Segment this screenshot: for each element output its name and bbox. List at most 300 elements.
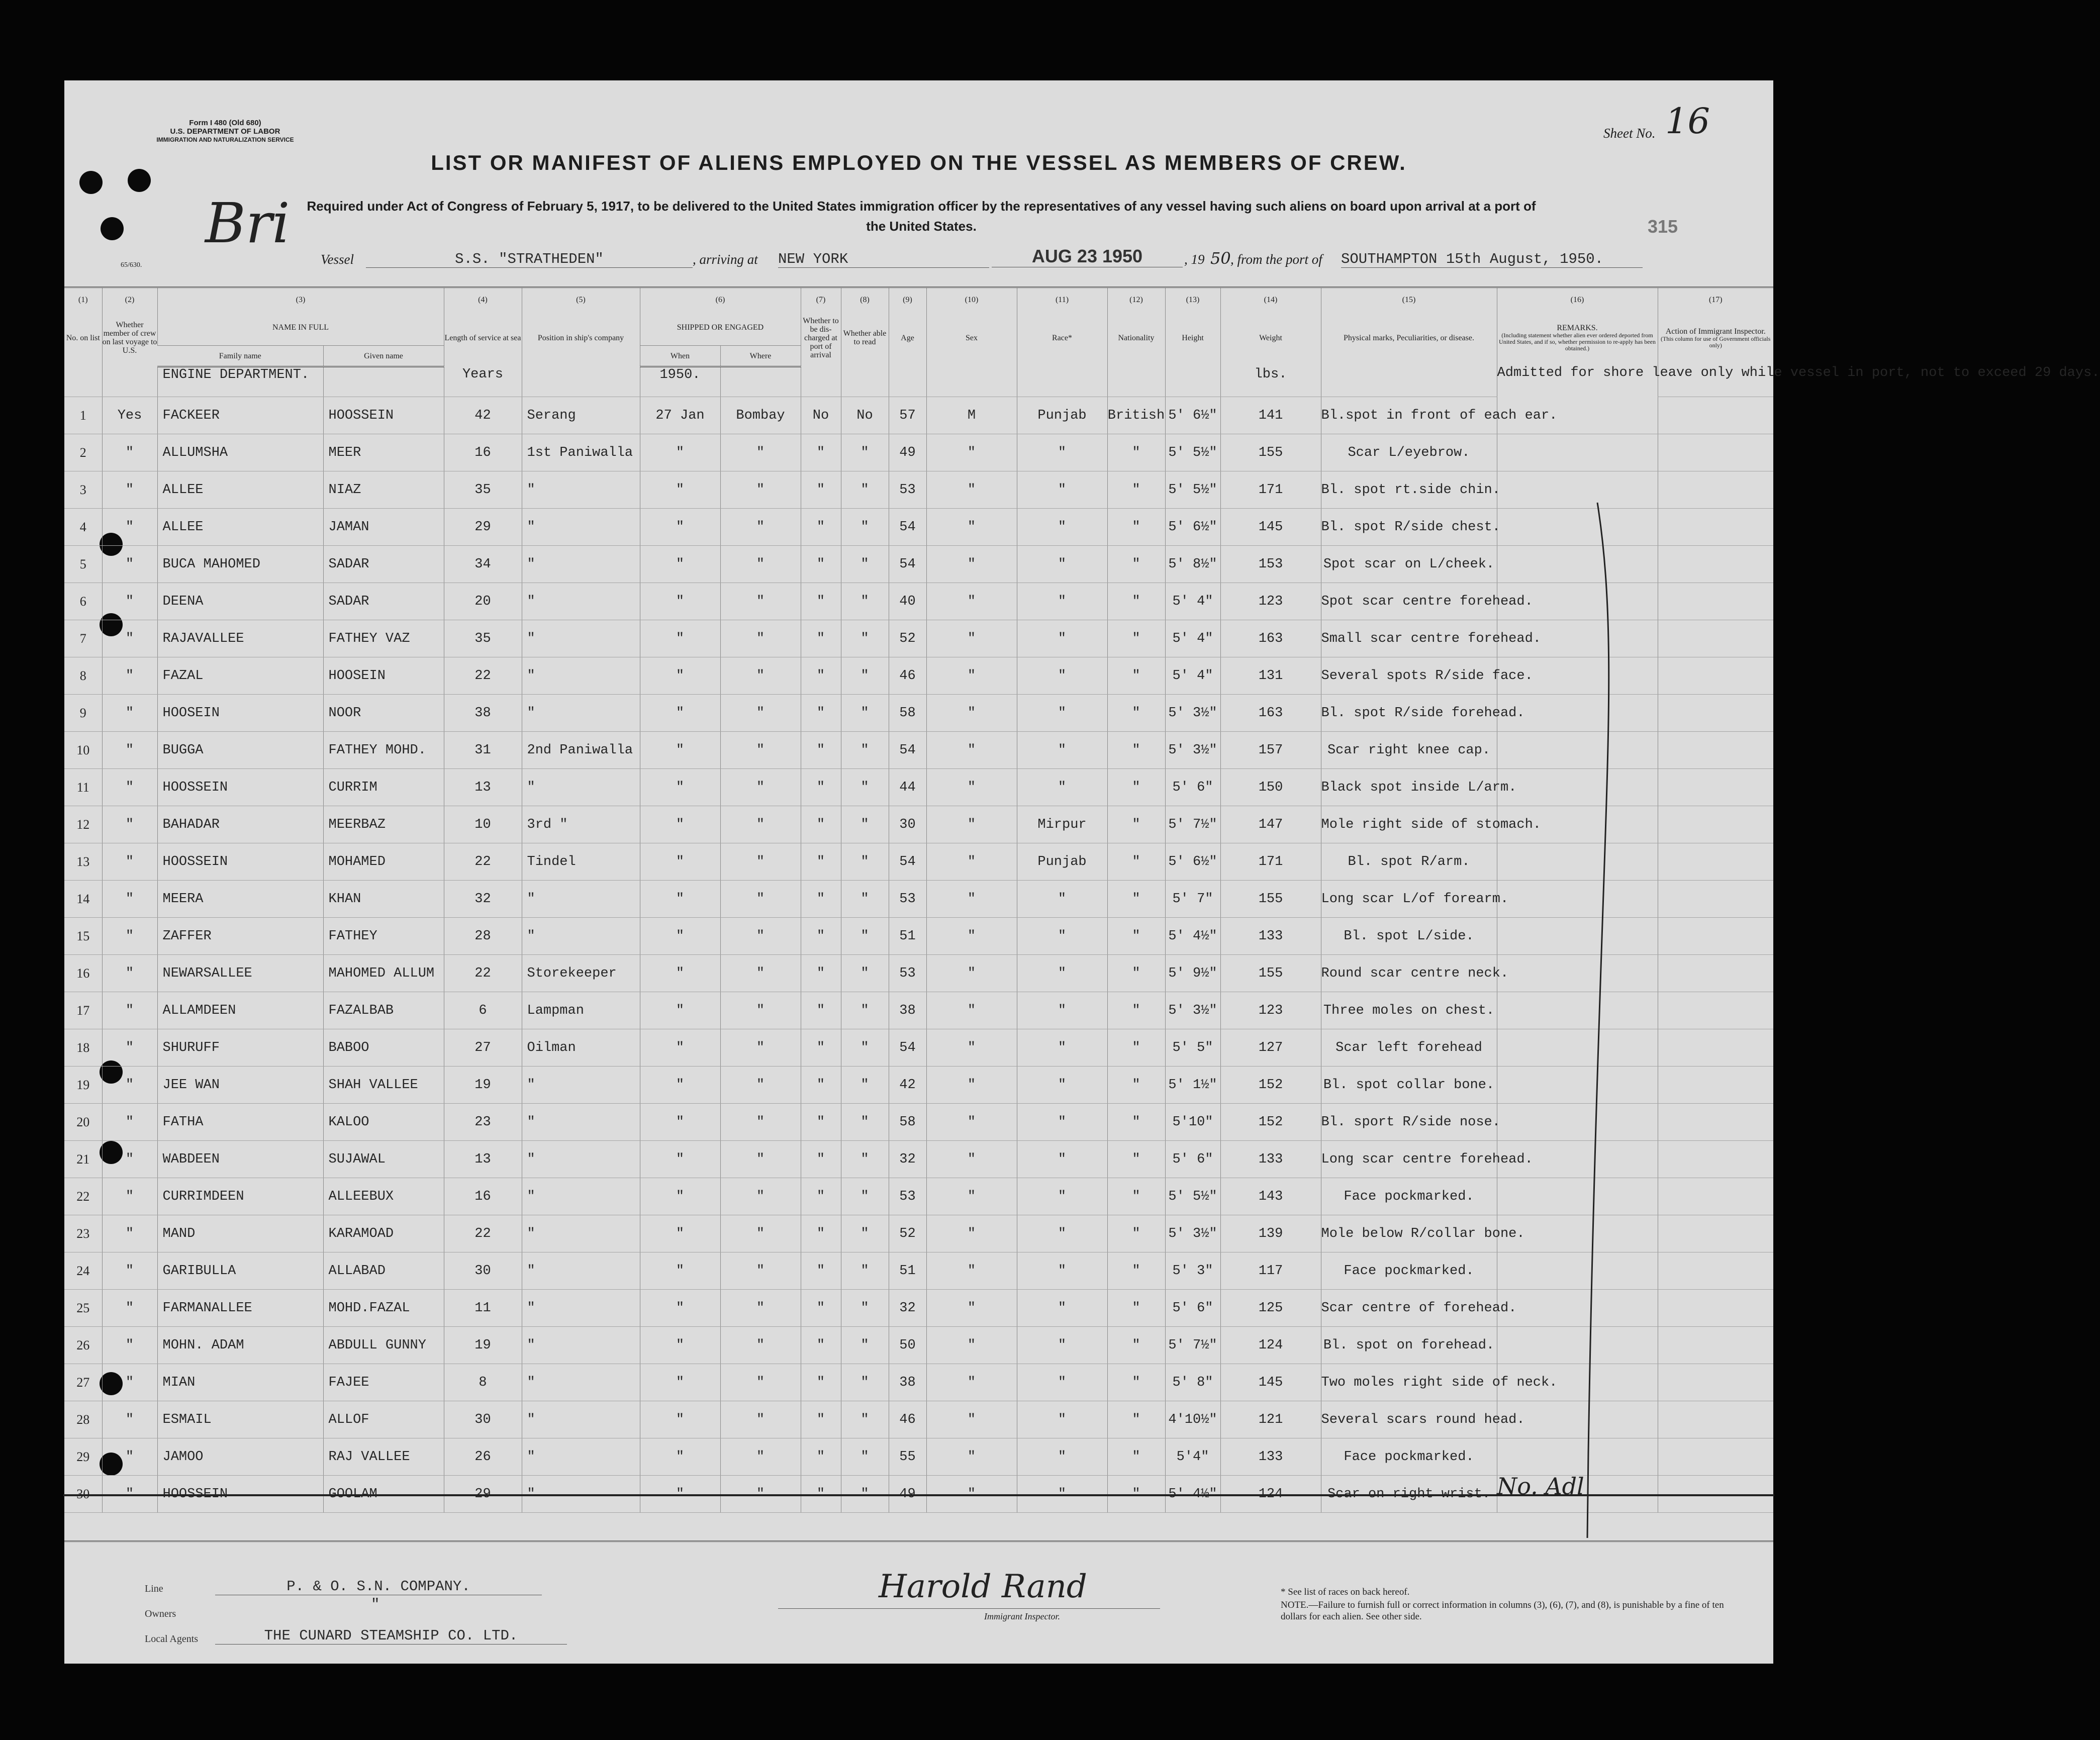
nationality-value: " <box>1107 1438 1165 1476</box>
age-value: 30 <box>889 806 926 843</box>
crew-member-value: " <box>102 434 157 471</box>
able-to-read-value: " <box>841 1104 889 1141</box>
arriving-label: , arriving at <box>693 252 758 267</box>
position-value: " <box>522 1327 640 1364</box>
age-value: 51 <box>889 918 926 955</box>
physical-marks-value: Small scar centre forehead. <box>1321 620 1497 657</box>
engaged-where: Bombay <box>720 397 801 434</box>
position-value: " <box>522 620 640 657</box>
nationality-value: " <box>1107 434 1165 471</box>
engaged-where: " <box>720 695 801 732</box>
given-name: CURRIM <box>323 769 444 806</box>
engaged-where: " <box>720 620 801 657</box>
race-value: " <box>1017 769 1107 806</box>
family-name: HOOSSEIN <box>157 843 323 881</box>
age-value: 44 <box>889 769 926 806</box>
family-name: MOHN. ADAM <box>157 1327 323 1364</box>
position-value: " <box>522 1476 640 1513</box>
crew-member-value: " <box>102 1364 157 1401</box>
crew-member-value: " <box>102 1104 157 1141</box>
race-value: " <box>1017 1104 1107 1141</box>
given-name: JAMAN <box>323 509 444 546</box>
height-value: 5' 4" <box>1165 657 1220 695</box>
years-of-service: 22 <box>444 657 522 695</box>
race-value: " <box>1017 1252 1107 1290</box>
age-value: 51 <box>889 1252 926 1290</box>
agents-value: THE CUNARD STEAMSHIP CO. LTD. <box>215 1627 567 1645</box>
engaged-when: " <box>640 881 720 918</box>
engaged-where: " <box>720 992 801 1029</box>
action-cell <box>1658 1401 1773 1438</box>
engaged-when: " <box>640 1215 720 1252</box>
physical-marks-value: Mole below R/collar bone. <box>1321 1215 1497 1252</box>
page-title: LIST OR MANIFEST OF ALIENS EMPLOYED ON THE VESSEL AS MEMBERS OF CREW. <box>431 151 1407 174</box>
engaged-where: " <box>720 918 801 955</box>
engaged-where: " <box>720 1178 801 1215</box>
discharged-value: " <box>801 843 841 881</box>
race-value: " <box>1017 434 1107 471</box>
form-service: IMMIGRATION AND NATURALIZATION SERVICE <box>156 136 294 143</box>
engaged-where: " <box>720 583 801 620</box>
race-value: " <box>1017 955 1107 992</box>
physical-marks-value: Mole right side of stomach. <box>1321 806 1497 843</box>
action-cell <box>1658 509 1773 546</box>
nationality-value: " <box>1107 1141 1165 1178</box>
race-value: " <box>1017 881 1107 918</box>
physical-marks-value: Face pockmarked. <box>1321 1438 1497 1476</box>
engaged-where: " <box>720 1215 801 1252</box>
header-sex: Sex <box>926 309 1017 367</box>
engaged-when: " <box>640 509 720 546</box>
discharged-value: " <box>801 1215 841 1252</box>
race-value: " <box>1017 1290 1107 1327</box>
crew-member-value: " <box>102 1290 157 1327</box>
engaged-when: " <box>640 955 720 992</box>
crew-member-value: " <box>102 1141 157 1178</box>
weight-unit: lbs. <box>1220 367 1321 397</box>
engaged-where: " <box>720 1252 801 1290</box>
action-cell <box>1658 1215 1773 1252</box>
race-value: " <box>1017 1067 1107 1104</box>
given-name: HOOSSEIN <box>323 397 444 434</box>
sex-value: " <box>926 471 1017 509</box>
engaged-when: " <box>640 1029 720 1067</box>
handwritten-code: Bri <box>205 191 290 255</box>
physical-marks-value: Three moles on chest. <box>1321 992 1497 1029</box>
engaged-where: " <box>720 1104 801 1141</box>
physical-marks-value: Bl.spot in front of each ear. <box>1321 397 1497 434</box>
family-name: ALLEE <box>157 509 323 546</box>
row-number: 1 <box>64 397 102 434</box>
able-to-read-value: " <box>841 918 889 955</box>
height-value: 5' 4½" <box>1165 918 1220 955</box>
column-title-row <box>64 309 1773 346</box>
nationality-value: " <box>1107 1029 1165 1067</box>
row-number: 7 <box>64 620 102 657</box>
given-name: MOHAMED <box>323 843 444 881</box>
discharged-value: " <box>801 1476 841 1513</box>
family-name: ALLEE <box>157 471 323 509</box>
age-value: 54 <box>889 1029 926 1067</box>
action-cell <box>1658 434 1773 471</box>
crew-member-value: " <box>102 1401 157 1438</box>
years-of-service: 27 <box>444 1029 522 1067</box>
engaged-where: " <box>720 955 801 992</box>
given-name: FATHEY MOHD. <box>323 732 444 769</box>
age-value: 52 <box>889 620 926 657</box>
engaged-when: " <box>640 1178 720 1215</box>
sex-value: " <box>926 1029 1017 1067</box>
action-cell <box>1658 620 1773 657</box>
family-name: JAMOO <box>157 1438 323 1476</box>
years-of-service: 23 <box>444 1104 522 1141</box>
position-value: " <box>522 1438 640 1476</box>
position-value: 2nd Paniwalla <box>522 732 640 769</box>
engaged-when: " <box>640 1364 720 1401</box>
sex-value: " <box>926 881 1017 918</box>
height-value: 5' 1½" <box>1165 1067 1220 1104</box>
able-to-read-value: " <box>841 471 889 509</box>
discharged-value: " <box>801 1104 841 1141</box>
nationality-value: " <box>1107 1067 1165 1104</box>
nationality-value: " <box>1107 732 1165 769</box>
sex-value: " <box>926 806 1017 843</box>
weight-value: 124 <box>1220 1476 1321 1513</box>
given-name: BABOO <box>323 1029 444 1067</box>
given-name: KALOO <box>323 1104 444 1141</box>
weight-value: 150 <box>1220 769 1321 806</box>
position-value: Storekeeper <box>522 955 640 992</box>
position-value: " <box>522 769 640 806</box>
action-cell <box>1658 1476 1773 1513</box>
row-number: 30 <box>64 1476 102 1513</box>
header-position: Position in ship's company <box>522 309 640 367</box>
col-num: (12) <box>1107 287 1165 310</box>
family-name: HOOSSEIN <box>157 1476 323 1513</box>
race-value: " <box>1017 1327 1107 1364</box>
header-no-on-list: No. on list <box>66 333 100 342</box>
engaged-when: " <box>640 1327 720 1364</box>
engaged-where: " <box>720 1438 801 1476</box>
crew-member-value: " <box>102 806 157 843</box>
action-cell <box>1658 397 1773 434</box>
height-value: 5'10" <box>1165 1104 1220 1141</box>
family-name: FAZAL <box>157 657 323 695</box>
position-value: Tindel <box>522 843 640 881</box>
race-value: " <box>1017 695 1107 732</box>
age-value: 38 <box>889 992 926 1029</box>
given-name: NOOR <box>323 695 444 732</box>
remarks-text: Admitted for shore leave only while vessel in port, not to exceed 29 days. <box>1497 367 1658 434</box>
weight-value: 139 <box>1220 1215 1321 1252</box>
engaged-when: " <box>640 1401 720 1438</box>
able-to-read-value: " <box>841 1141 889 1178</box>
weight-value: 133 <box>1220 1141 1321 1178</box>
race-value: " <box>1017 1215 1107 1252</box>
weight-value: 155 <box>1220 881 1321 918</box>
row-number: 5 <box>64 546 102 583</box>
crew-member-value: " <box>102 1067 157 1104</box>
header-age: Age <box>889 309 926 367</box>
arrival-port: NEW YORK <box>778 251 989 268</box>
family-name: CURRIMDEEN <box>157 1178 323 1215</box>
given-name: RAJ VALLEE <box>323 1438 444 1476</box>
age-value: 54 <box>889 509 926 546</box>
family-name: MEERA <box>157 881 323 918</box>
discharged-value: " <box>801 620 841 657</box>
physical-marks-value: Black spot inside L/arm. <box>1321 769 1497 806</box>
nationality-value: " <box>1107 1476 1165 1513</box>
years-of-service: 38 <box>444 695 522 732</box>
years-of-service: 42 <box>444 397 522 434</box>
nationality-value: " <box>1107 1327 1165 1364</box>
physical-marks-value: Long scar centre forehead. <box>1321 1141 1497 1178</box>
given-name: NIAZ <box>323 471 444 509</box>
header-action <box>1658 309 1773 367</box>
row-number: 12 <box>64 806 102 843</box>
weight-value: 171 <box>1220 471 1321 509</box>
physical-marks-value: Bl. spot collar bone. <box>1321 1067 1497 1104</box>
header-given-name: Given name <box>323 346 444 367</box>
nationality-value: " <box>1107 843 1165 881</box>
discharged-value: " <box>801 1178 841 1215</box>
able-to-read-value: " <box>841 769 889 806</box>
row-number: 4 <box>64 509 102 546</box>
years-of-service: 22 <box>444 843 522 881</box>
weight-value: 163 <box>1220 695 1321 732</box>
height-value: 5' 8½" <box>1165 546 1220 583</box>
crew-member-value: " <box>102 918 157 955</box>
height-value: 5' 8" <box>1165 1364 1220 1401</box>
header-name-in-full: NAME IN FULL <box>157 309 444 346</box>
action-cell <box>1658 1364 1773 1401</box>
able-to-read-value: " <box>841 546 889 583</box>
engaged-when: " <box>640 843 720 881</box>
action-cell <box>1658 843 1773 881</box>
weight-value: 145 <box>1220 1364 1321 1401</box>
row-number: 25 <box>64 1290 102 1327</box>
position-value: " <box>522 1290 640 1327</box>
years-of-service: 13 <box>444 769 522 806</box>
nationality-value: " <box>1107 1215 1165 1252</box>
engaged-where: " <box>720 1327 801 1364</box>
race-value: " <box>1017 1364 1107 1401</box>
header-race: Race* <box>1017 309 1107 367</box>
discharged-value: " <box>801 509 841 546</box>
given-name: MEERBAZ <box>323 806 444 843</box>
sex-value: " <box>926 1252 1017 1290</box>
age-value: 54 <box>889 546 926 583</box>
row-number: 15 <box>64 918 102 955</box>
age-value: 54 <box>889 732 926 769</box>
engaged-when: " <box>640 992 720 1029</box>
action-cell <box>1658 1178 1773 1215</box>
age-value: 40 <box>889 583 926 620</box>
years-of-service: 29 <box>444 509 522 546</box>
weight-value: 133 <box>1220 1438 1321 1476</box>
family-name: HOOSSEIN <box>157 769 323 806</box>
engaged-when: " <box>640 620 720 657</box>
height-value: 4'10½" <box>1165 1401 1220 1438</box>
position-value: 1st Paniwalla <box>522 434 640 471</box>
form-number: Form I 480 (Old 680) <box>189 119 261 127</box>
engaged-when: " <box>640 732 720 769</box>
discharged-value: " <box>801 992 841 1029</box>
col-num: (11) <box>1017 287 1107 310</box>
weight-value: 133 <box>1220 918 1321 955</box>
years-of-service: 13 <box>444 1141 522 1178</box>
physical-marks-value: Spot scar centre forehead. <box>1321 583 1497 620</box>
discharged-value: " <box>801 1067 841 1104</box>
discharged-value: " <box>801 1438 841 1476</box>
race-value: " <box>1017 1141 1107 1178</box>
header-height: Height <box>1165 309 1220 367</box>
header-physical-marks: Physical marks, Peculiarities, or disease. <box>1321 309 1497 367</box>
family-name: BUCA MAHOMED <box>157 546 323 583</box>
race-value: " <box>1017 471 1107 509</box>
family-name: ALLUMSHA <box>157 434 323 471</box>
action-cell <box>1658 769 1773 806</box>
action-cell <box>1658 1141 1773 1178</box>
crew-member-value: " <box>102 1178 157 1215</box>
action-cell <box>1658 1029 1773 1067</box>
engaged-when: " <box>640 583 720 620</box>
given-name: ALLOF <box>323 1401 444 1438</box>
sex-value: " <box>926 992 1017 1029</box>
action-cell <box>1658 1438 1773 1476</box>
nationality-value: " <box>1107 546 1165 583</box>
crew-member-value: " <box>102 1327 157 1364</box>
position-value: " <box>522 1252 640 1290</box>
years-of-service: 6 <box>444 992 522 1029</box>
sex-value: " <box>926 434 1017 471</box>
years-of-service: 22 <box>444 955 522 992</box>
physical-marks-value: Bl. sport R/side nose. <box>1321 1104 1497 1141</box>
engaged-where: " <box>720 843 801 881</box>
family-name: BUGGA <box>157 732 323 769</box>
action-cell <box>1658 806 1773 843</box>
weight-value: 152 <box>1220 1067 1321 1104</box>
sex-value: " <box>926 620 1017 657</box>
column-number-row <box>64 287 1773 310</box>
physical-marks-value: Several scars round head. <box>1321 1401 1497 1438</box>
age-value: 46 <box>889 1401 926 1438</box>
engaged-where: " <box>720 806 801 843</box>
height-value: 5' 6½" <box>1165 509 1220 546</box>
family-name: MAND <box>157 1215 323 1252</box>
header-action-note: (This column for use of Government officials only) <box>1661 335 1771 349</box>
crew-member-value: " <box>102 471 157 509</box>
family-name: DEENA <box>157 583 323 620</box>
col-num: (4) <box>444 287 522 310</box>
able-to-read-value: " <box>841 695 889 732</box>
years-of-service: 22 <box>444 1215 522 1252</box>
engaged-when: " <box>640 1438 720 1476</box>
able-to-read-value: " <box>841 1252 889 1290</box>
height-value: 5' 6½" <box>1165 397 1220 434</box>
race-value: " <box>1017 1476 1107 1513</box>
row-number: 2 <box>64 434 102 471</box>
able-to-read-value: " <box>841 881 889 918</box>
position-value: 3rd " <box>522 806 640 843</box>
physical-marks-value: Bl. spot on forehead. <box>1321 1327 1497 1364</box>
nationality-value: " <box>1107 918 1165 955</box>
departure-port: SOUTHAMPTON 15th August, 1950. <box>1341 251 1643 268</box>
arrival-date-stamp: AUG 23 1950 <box>992 246 1183 267</box>
action-cell <box>1658 546 1773 583</box>
age-value: 52 <box>889 1215 926 1252</box>
nationality-value: " <box>1107 1252 1165 1290</box>
discharged-value: No <box>801 397 841 434</box>
header-length-of-service: Length of service at sea <box>444 309 522 367</box>
able-to-read-value: " <box>841 732 889 769</box>
col-num: (1) <box>64 287 102 310</box>
discharged-value: " <box>801 881 841 918</box>
engaged-when: " <box>640 695 720 732</box>
able-to-read-value: " <box>841 620 889 657</box>
given-name: MOHD.FAZAL <box>323 1290 444 1327</box>
col-num: (3) <box>157 287 444 310</box>
nationality-value: " <box>1107 881 1165 918</box>
engaged-when: " <box>640 1067 720 1104</box>
vessel-line <box>321 246 1728 274</box>
position-value: " <box>522 1067 640 1104</box>
years-of-service: 31 <box>444 732 522 769</box>
row-number: 18 <box>64 1029 102 1067</box>
given-name: FAZALBAB <box>323 992 444 1029</box>
physical-marks-value: Scar centre of forehead. <box>1321 1290 1497 1327</box>
weight-value: 143 <box>1220 1178 1321 1215</box>
years-of-service: 35 <box>444 620 522 657</box>
years-of-service: 19 <box>444 1067 522 1104</box>
weight-value: 131 <box>1220 657 1321 695</box>
age-value: 50 <box>889 1327 926 1364</box>
race-value: " <box>1017 620 1107 657</box>
vessel-name: S.S. "STRATHEDEN" <box>366 251 693 268</box>
crew-member-value: " <box>102 1252 157 1290</box>
able-to-read-value: " <box>841 1327 889 1364</box>
family-name: ESMAIL <box>157 1401 323 1438</box>
crew-member-value: " <box>102 769 157 806</box>
years-of-service: 8 <box>444 1364 522 1401</box>
able-to-read-value: " <box>841 1290 889 1327</box>
weight-value: 127 <box>1220 1029 1321 1067</box>
crew-row <box>64 434 1773 471</box>
section-label: ENGINE DEPARTMENT. <box>157 367 323 397</box>
age-value: 58 <box>889 695 926 732</box>
form-meta <box>150 119 301 144</box>
engaged-when: " <box>640 918 720 955</box>
punch-hole <box>101 217 124 240</box>
position-value: " <box>522 1215 640 1252</box>
row-number: 24 <box>64 1252 102 1290</box>
height-value: 5' 7½" <box>1165 1327 1220 1364</box>
given-name: FAJEE <box>323 1364 444 1401</box>
nationality-value: " <box>1107 1178 1165 1215</box>
height-value: 5' 4½" <box>1165 1476 1220 1513</box>
engaged-where: " <box>720 1401 801 1438</box>
row-number: 28 <box>64 1401 102 1438</box>
height-value: 5' 9½" <box>1165 955 1220 992</box>
age-value: 32 <box>889 1290 926 1327</box>
engaged-where: " <box>720 546 801 583</box>
position-value: " <box>522 695 640 732</box>
family-name: FATHA <box>157 1104 323 1141</box>
family-name: JEE WAN <box>157 1067 323 1104</box>
position-value: " <box>522 509 640 546</box>
col-num: (16) <box>1497 287 1658 310</box>
age-value: 53 <box>889 955 926 992</box>
